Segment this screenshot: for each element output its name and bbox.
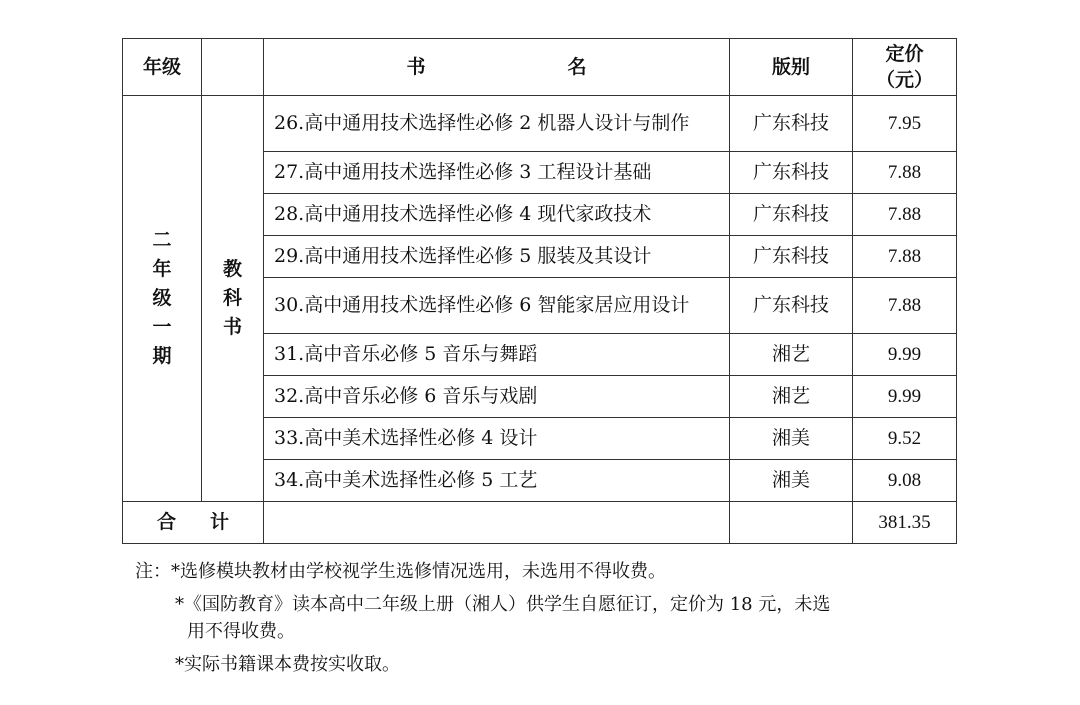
book-edition: 湘艺 xyxy=(730,334,853,376)
total-label-left: 合 xyxy=(157,511,177,533)
book-title: 28.高中通用技术选择性必修 4 现代家政技术 xyxy=(264,194,730,236)
book-price: 9.99 xyxy=(853,334,957,376)
book-price: 7.88 xyxy=(853,278,957,334)
book-edition: 广东科技 xyxy=(730,236,853,278)
table-header-row xyxy=(123,39,957,96)
book-price: 9.52 xyxy=(853,418,957,460)
total-value: 381.35 xyxy=(853,502,957,544)
header-price xyxy=(853,39,957,96)
total-label-right: 计 xyxy=(209,511,229,533)
total-row xyxy=(123,502,957,544)
header-bookname-left: 书 xyxy=(406,55,426,78)
book-price: 9.08 xyxy=(853,460,957,502)
grade-char: 年 xyxy=(152,258,172,280)
book-edition: 广东科技 xyxy=(730,278,853,334)
book-price: 9.99 xyxy=(853,376,957,418)
header-edition: 版别 xyxy=(730,39,853,96)
notes-section xyxy=(135,558,965,678)
textbook-price-table xyxy=(122,38,957,544)
book-title: 32.高中音乐必修 6 音乐与戏剧 xyxy=(264,376,730,418)
note-line-2b: 用不得收费。 xyxy=(187,621,295,642)
note-line-3: *实际书籍课本费按实收取。 xyxy=(175,654,400,675)
total-empty-edition xyxy=(730,502,853,544)
book-price: 7.88 xyxy=(853,194,957,236)
header-grade: 年级 xyxy=(123,39,202,96)
grade-char: 二 xyxy=(152,229,172,251)
note-line-1: 注：*选修模块教材由学校视学生选修情况选用，未选用不得收费。 xyxy=(135,561,666,582)
grade-char: 级 xyxy=(152,287,172,309)
book-title: 33.高中美术选择性必修 4 设计 xyxy=(264,418,730,460)
book-title: 26.高中通用技术选择性必修 2 机器人设计与制作 xyxy=(264,96,730,152)
total-empty-title xyxy=(264,502,730,544)
book-title: 34.高中美术选择性必修 5 工艺 xyxy=(264,460,730,502)
book-edition: 湘美 xyxy=(730,418,853,460)
table-row xyxy=(123,96,957,152)
book-edition: 湘美 xyxy=(730,460,853,502)
note-line-2a: *《国防教育》读本高中二年级上册（湘人）供学生自愿征订，定价为 18 元，未选 xyxy=(175,594,831,615)
header-price-line2: （元） xyxy=(875,69,933,91)
book-edition: 广东科技 xyxy=(730,96,853,152)
total-label xyxy=(123,502,264,544)
book-price: 7.95 xyxy=(853,96,957,152)
book-title: 30.高中通用技术选择性必修 6 智能家居应用设计 xyxy=(264,278,730,334)
header-price-line1: 定价 xyxy=(885,43,924,65)
book-title: 27.高中通用技术选择性必修 3 工程设计基础 xyxy=(264,152,730,194)
header-bookname xyxy=(264,39,730,96)
book-title: 31.高中音乐必修 5 音乐与舞蹈 xyxy=(264,334,730,376)
grade-cell xyxy=(123,96,202,502)
category-char: 教 xyxy=(222,258,242,280)
grade-char: 一 xyxy=(152,316,172,338)
category-char: 科 xyxy=(222,287,242,309)
book-title: 29.高中通用技术选择性必修 5 服装及其设计 xyxy=(264,236,730,278)
book-edition: 广东科技 xyxy=(730,194,853,236)
grade-char: 期 xyxy=(152,345,172,367)
category-char: 书 xyxy=(222,316,242,338)
category-cell xyxy=(202,96,264,502)
header-category-empty xyxy=(202,39,264,96)
header-bookname-right: 名 xyxy=(567,55,587,78)
book-price: 7.88 xyxy=(853,236,957,278)
book-edition: 湘艺 xyxy=(730,376,853,418)
book-edition: 广东科技 xyxy=(730,152,853,194)
book-price: 7.88 xyxy=(853,152,957,194)
